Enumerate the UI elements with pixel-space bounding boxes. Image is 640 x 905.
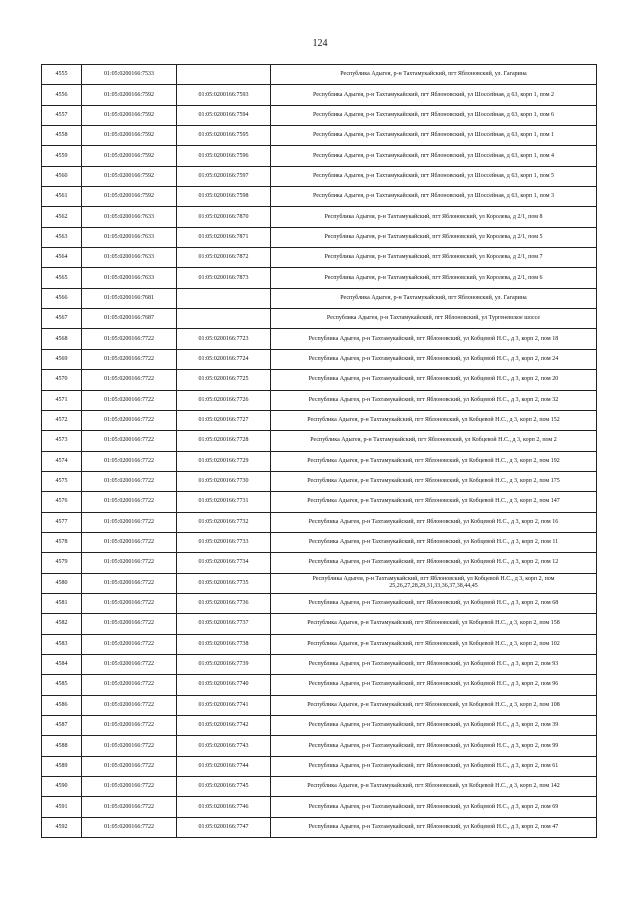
cadastral-number-cell: 01:05:0200166:7533: [82, 65, 177, 85]
table-row: [42, 634, 597, 654]
address-cell: Республика Адыгея, р-н Тахтамукайский, пгт Яблоновский, ул Королева, д 2/1, пом 5: [271, 227, 597, 247]
table-row: [42, 614, 597, 634]
cadastral-table: [41, 64, 597, 838]
address-cell: Республика Адыгея, р-н Тахтамукайский, пгт Яблоновский, ул Кобцевой Н.С., д 3, корп 2, пом 24: [271, 349, 597, 369]
row-number-cell: 4585: [42, 675, 82, 695]
table-row: [42, 553, 597, 573]
table-row: [42, 390, 597, 410]
row-number-cell: 4570: [42, 370, 82, 390]
row-number-cell: 4564: [42, 248, 82, 268]
address-cell: Республика Адыгея, р-н Тахтамукайский, пгт Яблоновский, ул Кобцевой Н.С., д 3, корп 2, пом 69: [271, 797, 597, 817]
cadastral-number-cell: 01:05:0200166:7722: [82, 512, 177, 532]
object-cadastral-number-cell: 01:05:0200166:7595: [177, 126, 271, 146]
cadastral-number-cell: 01:05:0200166:7722: [82, 370, 177, 390]
object-cadastral-number-cell: 01:05:0200166:7746: [177, 797, 271, 817]
row-number-cell: 4591: [42, 797, 82, 817]
table-row: [42, 309, 597, 329]
object-cadastral-number-cell: 01:05:0200166:7732: [177, 512, 271, 532]
table-row: [42, 268, 597, 288]
address-cell: Республика Адыгея, р-н Тахтамукайский, пгт Яблоновский, ул Кобцевой Н.С., д 3, корп 2, пом 61: [271, 756, 597, 776]
address-cell: Республика Адыгея, р-н Тахтамукайский, пгт Яблоновский, ул Кобцевой Н.С., д 3, корп 2, пом 11: [271, 532, 597, 552]
cadastral-number-cell: 01:05:0200166:7722: [82, 716, 177, 736]
address-cell: Республика Адыгея, р-н Тахтамукайский, пгт Яблоновский, ул Королева, д 2/1, пом 7: [271, 248, 597, 268]
address-cell: Республика Адыгея, р-н Тахтамукайский, пгт Яблоновский, ул Кобцевой Н.С., д 3, корп 2, пом 20: [271, 370, 597, 390]
row-number-cell: 4558: [42, 126, 82, 146]
address-cell: Республика Адыгея, р-н Тахтамукайский, пгт Яблоновский, ул Кобцевой Н.С., д 3, корп 2, пом 108: [271, 695, 597, 715]
address-cell: Республика Адыгея, р-н Тахтамукайский, пгт Яблоновский, ул Кобцевой Н.С., д 3, корп 2, пом 68: [271, 593, 597, 613]
table-row: [42, 716, 597, 736]
table-row: [42, 675, 597, 695]
row-number-cell: 4557: [42, 105, 82, 125]
address-cell: Республика Адыгея, р-н Тахтамукайский, пгт Яблоновский, ул Кобцевой Н.С., д 3, корп 2, пом 152: [271, 410, 597, 430]
row-number-cell: 4586: [42, 695, 82, 715]
table-row: [42, 817, 597, 837]
address-cell: Республика Адыгея, р-н Тахтамукайский, пгт Яблоновский, ул Кобцевой Н.С., д 3, корп 2, пом 142: [271, 777, 597, 797]
cadastral-number-cell: 01:05:0200166:7722: [82, 471, 177, 491]
address-cell: Республика Адыгея, р-н Тахтамукайский, пгт Яблоновский, ул Королева, д 2/1, пом 8: [271, 207, 597, 227]
table-row: [42, 492, 597, 512]
cadastral-number-cell: 01:05:0200166:7722: [82, 431, 177, 451]
cadastral-number-cell: 01:05:0200166:7722: [82, 553, 177, 573]
cadastral-number-cell: 01:05:0200166:7722: [82, 777, 177, 797]
row-number-cell: 4574: [42, 451, 82, 471]
cadastral-number-cell: 01:05:0200166:7722: [82, 817, 177, 837]
table-row: [42, 207, 597, 227]
row-number-cell: 4584: [42, 654, 82, 674]
object-cadastral-number-cell: 01:05:0200166:7873: [177, 268, 271, 288]
address-cell: Республика Адыгея, р-н Тахтамукайский, пгт Яблоновский, ул Шоссейная, д 63, корп 1, пом 6: [271, 105, 597, 125]
object-cadastral-number-cell: 01:05:0200166:7730: [177, 471, 271, 491]
row-number-cell: 4582: [42, 614, 82, 634]
cadastral-number-cell: 01:05:0200166:7722: [82, 756, 177, 776]
cadastral-number-cell: 01:05:0200166:7722: [82, 492, 177, 512]
address-cell: Республика Адыгея, р-н Тахтамукайский, пгт Яблоновский, ул Кобцевой Н.С., д 3, корп 2, пом 93: [271, 654, 597, 674]
cadastral-number-cell: 01:05:0200166:7633: [82, 227, 177, 247]
table-row: [42, 227, 597, 247]
row-number-cell: 4566: [42, 288, 82, 308]
cadastral-number-cell: 01:05:0200166:7722: [82, 390, 177, 410]
row-number-cell: 4571: [42, 390, 82, 410]
cadastral-number-cell: 01:05:0200166:7722: [82, 797, 177, 817]
address-cell: Республика Адыгея, р-н Тахтамукайский, пгт Яблоновский, ул Кобцевой Н.С., д 3, корп 2, пом 147: [271, 492, 597, 512]
object-cadastral-number-cell: 01:05:0200166:7729: [177, 451, 271, 471]
object-cadastral-number-cell: 01:05:0200166:7740: [177, 675, 271, 695]
row-number-cell: 4581: [42, 593, 82, 613]
table-row: [42, 471, 597, 491]
object-cadastral-number-cell: 01:05:0200166:7870: [177, 207, 271, 227]
row-number-cell: 4577: [42, 512, 82, 532]
table-row: [42, 593, 597, 613]
row-number-cell: 4561: [42, 187, 82, 207]
row-number-cell: 4556: [42, 85, 82, 105]
row-number-cell: 4580: [42, 573, 82, 593]
table-row: [42, 288, 597, 308]
object-cadastral-number-cell: 01:05:0200166:7596: [177, 146, 271, 166]
cadastral-number-cell: 01:05:0200166:7687: [82, 309, 177, 329]
address-cell: Республика Адыгея, р-н Тахтамукайский, пгт Яблоновский, ул Тургеневское шоссе: [271, 309, 597, 329]
address-cell: Республика Адыгея, р-н Тахтамукайский, пгт Яблоновский, ул Кобцевой Н.С., д 3, корп 2, пом 47: [271, 817, 597, 837]
address-cell: Республика Адыгея, р-н Тахтамукайский, пгт Яблоновский, ул Кобцевой Н.С., д 3, корп 2, пом 96: [271, 675, 597, 695]
table-row: [42, 146, 597, 166]
table-row: [42, 349, 597, 369]
table-row: [42, 736, 597, 756]
object-cadastral-number-cell: 01:05:0200166:7723: [177, 329, 271, 349]
address-cell: Республика Адыгея, р-н Тахтамукайский, пгт Яблоновский, ул Кобцевой Н.С., д 3, корп 2, пом 39: [271, 716, 597, 736]
table-row: [42, 695, 597, 715]
table-row: [42, 532, 597, 552]
table-row: [42, 65, 597, 85]
cadastral-number-cell: 01:05:0200166:7592: [82, 187, 177, 207]
cadastral-number-cell: 01:05:0200166:7681: [82, 288, 177, 308]
address-cell: Республика Адыгея, р-н Тахтамукайский, пгт Яблоновский, ул Королева, д 2/1, пом 6: [271, 268, 597, 288]
cadastral-number-cell: 01:05:0200166:7592: [82, 166, 177, 186]
object-cadastral-number-cell: 01:05:0200166:7871: [177, 227, 271, 247]
table-row: [42, 756, 597, 776]
table-row: [42, 329, 597, 349]
cadastral-number-cell: 01:05:0200166:7722: [82, 654, 177, 674]
row-number-cell: 4589: [42, 756, 82, 776]
row-number-cell: 4567: [42, 309, 82, 329]
object-cadastral-number-cell: 01:05:0200166:7731: [177, 492, 271, 512]
object-cadastral-number-cell: [177, 309, 271, 329]
address-cell: Республика Адыгея, р-н Тахтамукайский, пгт Яблоновский, ул Кобцевой Н.С., д 3, корп 2, пом 32: [271, 390, 597, 410]
object-cadastral-number-cell: 01:05:0200166:7594: [177, 105, 271, 125]
cadastral-number-cell: 01:05:0200166:7633: [82, 207, 177, 227]
object-cadastral-number-cell: 01:05:0200166:7593: [177, 85, 271, 105]
row-number-cell: 4583: [42, 634, 82, 654]
address-cell: Республика Адыгея, р-н Тахтамукайский, пгт Яблоновский, ул Кобцевой Н.С., д 3, корп 2, пом 25,26,27,28,29,31,33,36,37,38,44,45: [271, 573, 597, 593]
address-cell: Республика Адыгея, р-н Тахтамукайский, пгт Яблоновский, ул Кобцевой Н.С., д 3, корп 2, пом 18: [271, 329, 597, 349]
object-cadastral-number-cell: 01:05:0200166:7724: [177, 349, 271, 369]
address-cell: Республика Адыгея, р-н Тахтамукайский, пгт Яблоновский, ул Кобцевой Н.С., д 3, корп 2, пом 175: [271, 471, 597, 491]
table-row: [42, 187, 597, 207]
address-cell: Республика Адыгея, р-н Тахтамукайский, пгт Яблоновский, ул. Гагарина: [271, 65, 597, 85]
address-cell: Республика Адыгея, р-н Тахтамукайский, пгт Яблоновский, ул Шоссейная, д 63, корп 1, пом 5: [271, 166, 597, 186]
address-cell: Республика Адыгея, р-н Тахтамукайский, пгт Яблоновский, ул Кобцевой Н.С., д 3, корп 2, пом 158: [271, 614, 597, 634]
row-number-cell: 4555: [42, 65, 82, 85]
row-number-cell: 4587: [42, 716, 82, 736]
cadastral-number-cell: 01:05:0200166:7722: [82, 573, 177, 593]
object-cadastral-number-cell: 01:05:0200166:7745: [177, 777, 271, 797]
row-number-cell: 4569: [42, 349, 82, 369]
table-row: [42, 431, 597, 451]
address-cell: Республика Адыгея, р-н Тахтамукайский, пгт Яблоновский, ул Кобцевой Н.С., д 3, корп 2, пом 2: [271, 431, 597, 451]
cadastral-number-cell: 01:05:0200166:7592: [82, 126, 177, 146]
row-number-cell: 4576: [42, 492, 82, 512]
object-cadastral-number-cell: 01:05:0200166:7747: [177, 817, 271, 837]
object-cadastral-number-cell: 01:05:0200166:7726: [177, 390, 271, 410]
object-cadastral-number-cell: 01:05:0200166:7725: [177, 370, 271, 390]
address-cell: Республика Адыгея, р-н Тахтамукайский, пгт Яблоновский, ул Шоссейная, д 63, корп 1, пом 3: [271, 187, 597, 207]
table-row: [42, 777, 597, 797]
row-number-cell: 4579: [42, 553, 82, 573]
address-cell: Республика Адыгея, р-н Тахтамукайский, пгт Яблоновский, ул. Гагарина: [271, 288, 597, 308]
object-cadastral-number-cell: [177, 65, 271, 85]
table-row: [42, 166, 597, 186]
object-cadastral-number-cell: [177, 288, 271, 308]
address-cell: Республика Адыгея, р-н Тахтамукайский, пгт Яблоновский, ул Кобцевой Н.С., д 3, корп 2, пом 16: [271, 512, 597, 532]
row-number-cell: 4572: [42, 410, 82, 430]
object-cadastral-number-cell: 01:05:0200166:7727: [177, 410, 271, 430]
object-cadastral-number-cell: 01:05:0200166:7597: [177, 166, 271, 186]
address-cell: Республика Адыгея, р-н Тахтамукайский, пгт Яблоновский, ул Кобцевой Н.С., д 3, корп 2, пом 192: [271, 451, 597, 471]
table-row: [42, 85, 597, 105]
row-number-cell: 4565: [42, 268, 82, 288]
address-cell: Республика Адыгея, р-н Тахтамукайский, пгт Яблоновский, ул Кобцевой Н.С., д 3, корп 2, пом 102: [271, 634, 597, 654]
page-number: 124: [312, 38, 328, 49]
cadastral-number-cell: 01:05:0200166:7722: [82, 593, 177, 613]
cadastral-number-cell: 01:05:0200166:7722: [82, 614, 177, 634]
object-cadastral-number-cell: 01:05:0200166:7739: [177, 654, 271, 674]
row-number-cell: 4588: [42, 736, 82, 756]
row-number-cell: 4562: [42, 207, 82, 227]
row-number-cell: 4563: [42, 227, 82, 247]
row-number-cell: 4592: [42, 817, 82, 837]
table-row: [42, 512, 597, 532]
cadastral-number-cell: 01:05:0200166:7722: [82, 451, 177, 471]
table-row: [42, 573, 597, 593]
object-cadastral-number-cell: 01:05:0200166:7735: [177, 573, 271, 593]
object-cadastral-number-cell: 01:05:0200166:7734: [177, 553, 271, 573]
object-cadastral-number-cell: 01:05:0200166:7744: [177, 756, 271, 776]
table-row: [42, 654, 597, 674]
object-cadastral-number-cell: 01:05:0200166:7728: [177, 431, 271, 451]
cadastral-number-cell: 01:05:0200166:7722: [82, 675, 177, 695]
table-body: [42, 65, 597, 838]
table-row: [42, 248, 597, 268]
cadastral-number-cell: 01:05:0200166:7722: [82, 736, 177, 756]
table-row: [42, 105, 597, 125]
object-cadastral-number-cell: 01:05:0200166:7736: [177, 593, 271, 613]
cadastral-number-cell: 01:05:0200166:7722: [82, 410, 177, 430]
row-number-cell: 4560: [42, 166, 82, 186]
cadastral-number-cell: 01:05:0200166:7722: [82, 329, 177, 349]
object-cadastral-number-cell: 01:05:0200166:7743: [177, 736, 271, 756]
row-number-cell: 4568: [42, 329, 82, 349]
cadastral-number-cell: 01:05:0200166:7592: [82, 105, 177, 125]
cadastral-number-cell: 01:05:0200166:7722: [82, 634, 177, 654]
object-cadastral-number-cell: 01:05:0200166:7598: [177, 187, 271, 207]
object-cadastral-number-cell: 01:05:0200166:7738: [177, 634, 271, 654]
cadastral-number-cell: 01:05:0200166:7722: [82, 532, 177, 552]
address-cell: Республика Адыгея, р-н Тахтамукайский, пгт Яблоновский, ул Кобцевой Н.С., д 3, корп 2, пом 12: [271, 553, 597, 573]
object-cadastral-number-cell: 01:05:0200166:7742: [177, 716, 271, 736]
address-cell: Республика Адыгея, р-н Тахтамукайский, пгт Яблоновский, ул Шоссейная, д 63, корп 1, пом 1: [271, 126, 597, 146]
table-row: [42, 410, 597, 430]
cadastral-number-cell: 01:05:0200166:7633: [82, 268, 177, 288]
table-row: [42, 370, 597, 390]
object-cadastral-number-cell: 01:05:0200166:7872: [177, 248, 271, 268]
cadastral-number-cell: 01:05:0200166:7722: [82, 695, 177, 715]
row-number-cell: 4590: [42, 777, 82, 797]
cadastral-number-cell: 01:05:0200166:7722: [82, 349, 177, 369]
object-cadastral-number-cell: 01:05:0200166:7737: [177, 614, 271, 634]
cadastral-number-cell: 01:05:0200166:7633: [82, 248, 177, 268]
object-cadastral-number-cell: 01:05:0200166:7733: [177, 532, 271, 552]
cadastral-number-cell: 01:05:0200166:7592: [82, 146, 177, 166]
cadastral-number-cell: 01:05:0200166:7592: [82, 85, 177, 105]
address-cell: Республика Адыгея, р-н Тахтамукайский, пгт Яблоновский, ул Шоссейная, д 63, корп 1, пом 2: [271, 85, 597, 105]
address-cell: Республика Адыгея, р-н Тахтамукайский, пгт Яблоновский, ул Кобцевой Н.С., д 3, корп 2, пом 99: [271, 736, 597, 756]
address-cell: Республика Адыгея, р-н Тахтамукайский, пгт Яблоновский, ул Шоссейная, д 63, корп 1, пом 4: [271, 146, 597, 166]
row-number-cell: 4575: [42, 471, 82, 491]
table-row: [42, 797, 597, 817]
table-row: [42, 451, 597, 471]
row-number-cell: 4578: [42, 532, 82, 552]
table-row: [42, 126, 597, 146]
row-number-cell: 4573: [42, 431, 82, 451]
row-number-cell: 4559: [42, 146, 82, 166]
object-cadastral-number-cell: 01:05:0200166:7741: [177, 695, 271, 715]
